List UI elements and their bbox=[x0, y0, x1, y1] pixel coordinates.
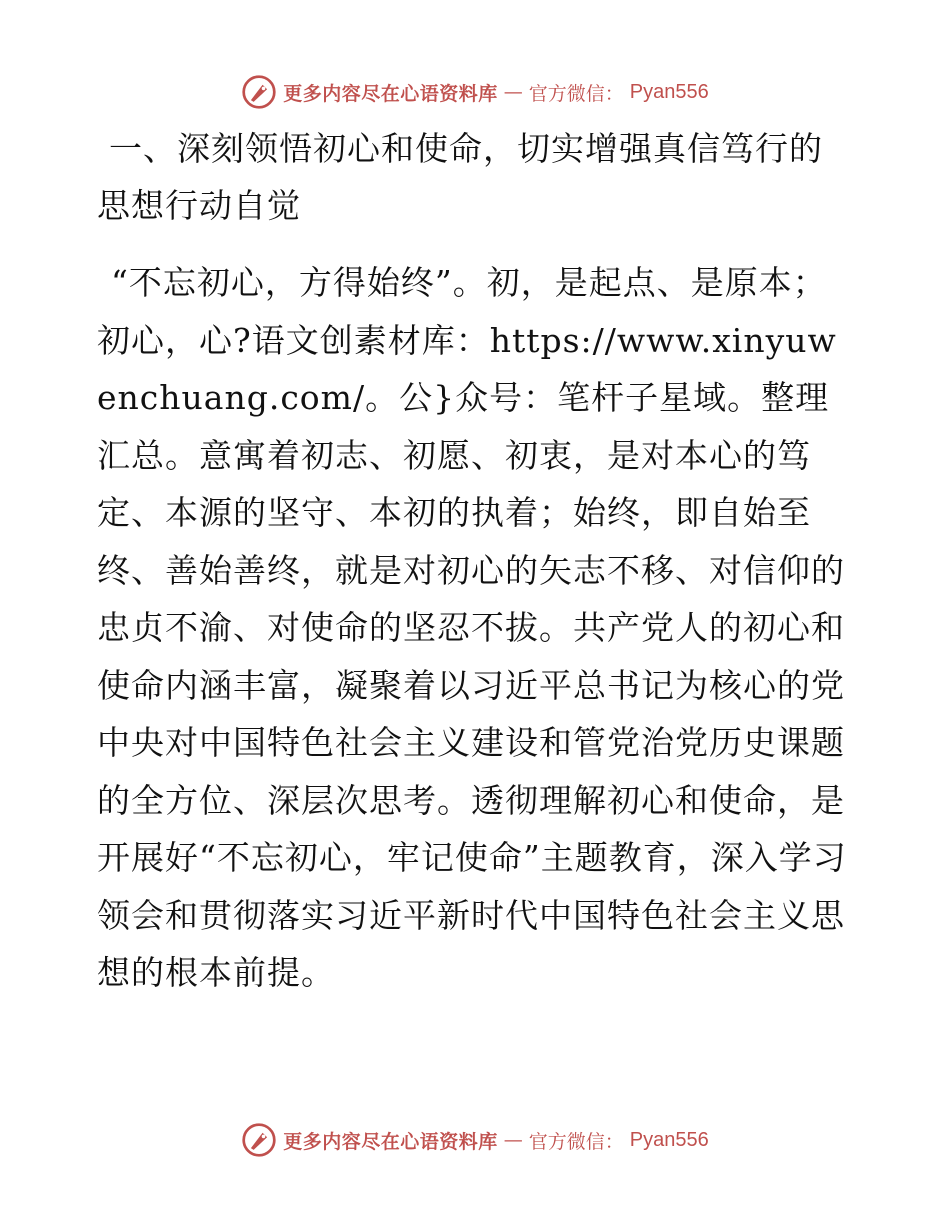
section-heading-line2: 思想行动自觉 bbox=[97, 186, 301, 225]
watermark-wechat-id: Pyan556 bbox=[629, 1128, 709, 1151]
watermark-separator: — bbox=[503, 1129, 523, 1151]
watermark-official-label: 官方微信： bbox=[528, 82, 624, 105]
pen-nib-logo-icon bbox=[241, 74, 277, 110]
watermark-separator: — bbox=[503, 81, 523, 103]
footer-watermark bbox=[0, 1118, 950, 1162]
watermark-main-text: 更多内容尽在心语资料库 bbox=[283, 1130, 498, 1153]
pen-nib-logo-icon bbox=[241, 1122, 277, 1158]
section-heading-line1: 一、深刻领悟初心和使命，切实增强真信笃行的 bbox=[109, 129, 823, 168]
watermark-wechat-id: Pyan556 bbox=[629, 80, 709, 103]
watermark-official-label: 官方微信： bbox=[528, 1130, 624, 1153]
watermark-main-text: 更多内容尽在心语资料库 bbox=[283, 82, 498, 105]
document-body bbox=[97, 120, 857, 1002]
header-watermark bbox=[0, 70, 950, 114]
body-paragraph: “不忘初心，方得始终”。初，是起点、是原本；初心，心?语文创素材库：https://www.xinyuwenchuang.com/。公}众号：笔杆子星域。整理汇总。意寓着初志、初愿、初衷，是对本心的笃定、本源的坚守、本初的执着；始终，即自始至终、善始善终，就是对初心的矢志不移、对信仰的忠贞不渝、对使命的坚忍不拔。共产党人的初心和使命内涵丰富，凝聚着以习近平总书记为核心的党中央对中国特色社会主义建设和管党治党历史课题的全方位、深层次思考。透彻理解初心和使命，是开展好“不忘初心，牢记使命”主题教育，深入学习领会和贯彻落实习近平新时代中国特色社会主义思想的根本前提。 bbox=[97, 263, 847, 992]
section-heading bbox=[97, 120, 857, 234]
